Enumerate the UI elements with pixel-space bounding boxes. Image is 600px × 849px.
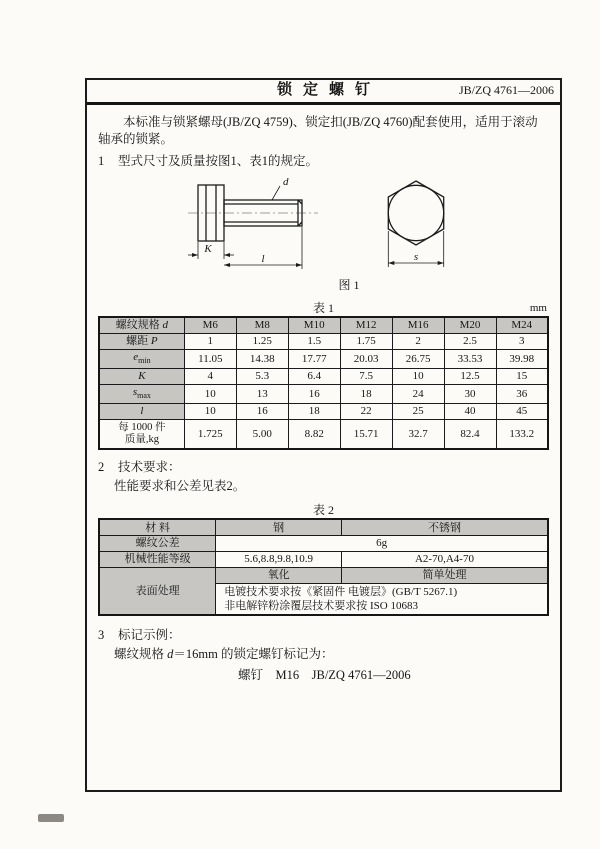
document-body [87,105,560,684]
section2-title: 技术要求： [118,460,181,475]
table2 [98,518,549,616]
table-row [99,333,548,349]
section2-number: 2 [98,460,105,475]
table1-unit: mm [529,302,547,314]
cell-surface-steel: 氧化 [216,567,342,583]
mark-variable: d [167,647,174,662]
intro-paragraph: 本标准与锁紧螺母(JB/ZQ 4759)、锁定扣(JB/ZQ 4760)配套使用，适用于滚动轴承的锁紧。 [98,115,538,146]
table-cell: 2 [392,333,444,349]
table-cell: 5.00 [236,419,288,449]
table1-caption-row [98,299,549,314]
dim-label-l: l [261,253,265,265]
dim-label-k: K [204,243,212,255]
designation-line: 螺钉 M16 JB/ZQ 4761—2006 [238,668,411,683]
mark-rest: ＝16mm 的锁定螺钉标记为： [173,647,334,662]
table-cell: 13 [236,384,288,403]
col-header: M10 [288,317,340,333]
table-cell: 10 [392,368,444,384]
table-cell: 24 [392,384,444,403]
figure1 [184,173,514,293]
table-cell: 7.5 [340,368,392,384]
row-label: 螺纹规格 d [99,317,184,333]
table-cell: 12.5 [444,368,496,384]
section2-heading [98,459,549,476]
table-cell: 33.53 [444,349,496,368]
table2-caption: 表 2 [312,503,334,518]
section1-number: 1 [98,154,105,168]
page-title: 锁定螺钉 [276,82,381,98]
table-cell: 18 [288,403,340,419]
table2-caption-row [98,501,549,516]
col-header-steel: 钢 [216,519,342,535]
table-cell: 32.7 [392,419,444,449]
dim-label-d: d [283,176,289,188]
table-cell: 16 [236,403,288,419]
surface-note-line: 非电解锌粉涂覆层技术要求按 ISO 10683 [224,600,418,613]
section2-body: 性能要求和公差见表2。 [114,479,246,494]
table-cell: 15.71 [340,419,392,449]
table-row [99,317,548,333]
table-cell: 36 [496,384,548,403]
dim-label-s: s [413,251,419,263]
table-cell: 5.3 [236,368,288,384]
table-cell: 17.77 [288,349,340,368]
table-cell: 11.05 [184,349,236,368]
table-cell: 14.38 [236,349,288,368]
table-row [99,349,548,368]
table-cell: 1.25 [236,333,288,349]
col-header: M20 [444,317,496,333]
cell-mech-steel: 5.6,8.8,9.8,10.9 [216,551,342,567]
row-label-material: 材 料 [99,519,216,535]
col-header: M16 [392,317,444,333]
table-row [99,551,548,567]
figure1-caption: 图 1 [338,278,360,292]
table1 [98,316,549,450]
table-cell: 1.75 [340,333,392,349]
table-cell: 10 [184,384,236,403]
col-header: M6 [184,317,236,333]
cell-surface-notes [216,583,548,615]
table-cell: 26.75 [392,349,444,368]
row-label-thread-tolerance: 螺纹公差 [99,535,216,551]
table-cell: 40 [444,403,496,419]
table-row [99,567,548,583]
mark-prefix: 螺纹规格 [114,647,168,662]
table-cell: 4 [184,368,236,384]
table-cell: 2.5 [444,333,496,349]
table-cell: 10 [184,403,236,419]
table-cell: 6.4 [288,368,340,384]
page-frame [85,78,562,792]
table-cell: 22 [340,403,392,419]
table-row [99,384,548,403]
table-cell: 25 [392,403,444,419]
table-cell: 45 [496,403,548,419]
row-label-surface-treatment: 表面处理 [99,567,216,615]
table-cell: 39.98 [496,349,548,368]
row-label: 螺距 P [99,333,184,349]
section1-text: 型式尺寸及质量按图1、表1的规定。 [118,154,319,168]
col-header: M8 [236,317,288,333]
table-cell: 30 [444,384,496,403]
table-row [99,519,548,535]
table-cell: 8.82 [288,419,340,449]
document-header [87,80,560,105]
row-label-mechanical-grade: 机械性能等级 [99,551,216,567]
section3-heading [98,627,549,644]
section3-number: 3 [98,628,105,643]
section3-title: 标记示例： [118,628,181,643]
col-header: M24 [496,317,548,333]
doc-number: JB/ZQ 4761—2006 [458,83,554,97]
cell-thread-tolerance: 6g [216,535,548,551]
table-cell: 1.5 [288,333,340,349]
col-header: M12 [340,317,392,333]
figure1-drawing [184,173,514,271]
cell-mech-stainless: A2-70,A4-70 [341,551,548,567]
table-cell: 16 [288,384,340,403]
table-row [99,403,548,419]
table-cell: 82.4 [444,419,496,449]
table-row [99,368,548,384]
table-cell: 18 [340,384,392,403]
table-cell: 133.2 [496,419,548,449]
row-label: K [99,368,184,384]
row-label: $e_{min}$ [99,349,184,368]
table-cell: 3 [496,333,548,349]
table-cell: 15 [496,368,548,384]
table-row [99,535,548,551]
scan-artifact [38,814,64,822]
surface-note-line: 电镀技术要求按《紧固件 电镀层》(GB/T 5267.1) [224,586,458,599]
table-row [99,419,548,449]
table-cell: 1 [184,333,236,349]
table-cell: 20.03 [340,349,392,368]
row-label: $s_{max}$ [99,384,184,403]
section1-heading [98,153,549,170]
col-header-stainless: 不锈钢 [341,519,548,535]
cell-surface-stainless: 简单处理 [341,567,548,583]
row-label: l [99,403,184,419]
table1-caption: 表 1 [312,301,334,315]
section3-example-line [98,646,549,663]
table-cell: 1.725 [184,419,236,449]
row-label: 每 1000 件 质量,kg [99,419,184,449]
